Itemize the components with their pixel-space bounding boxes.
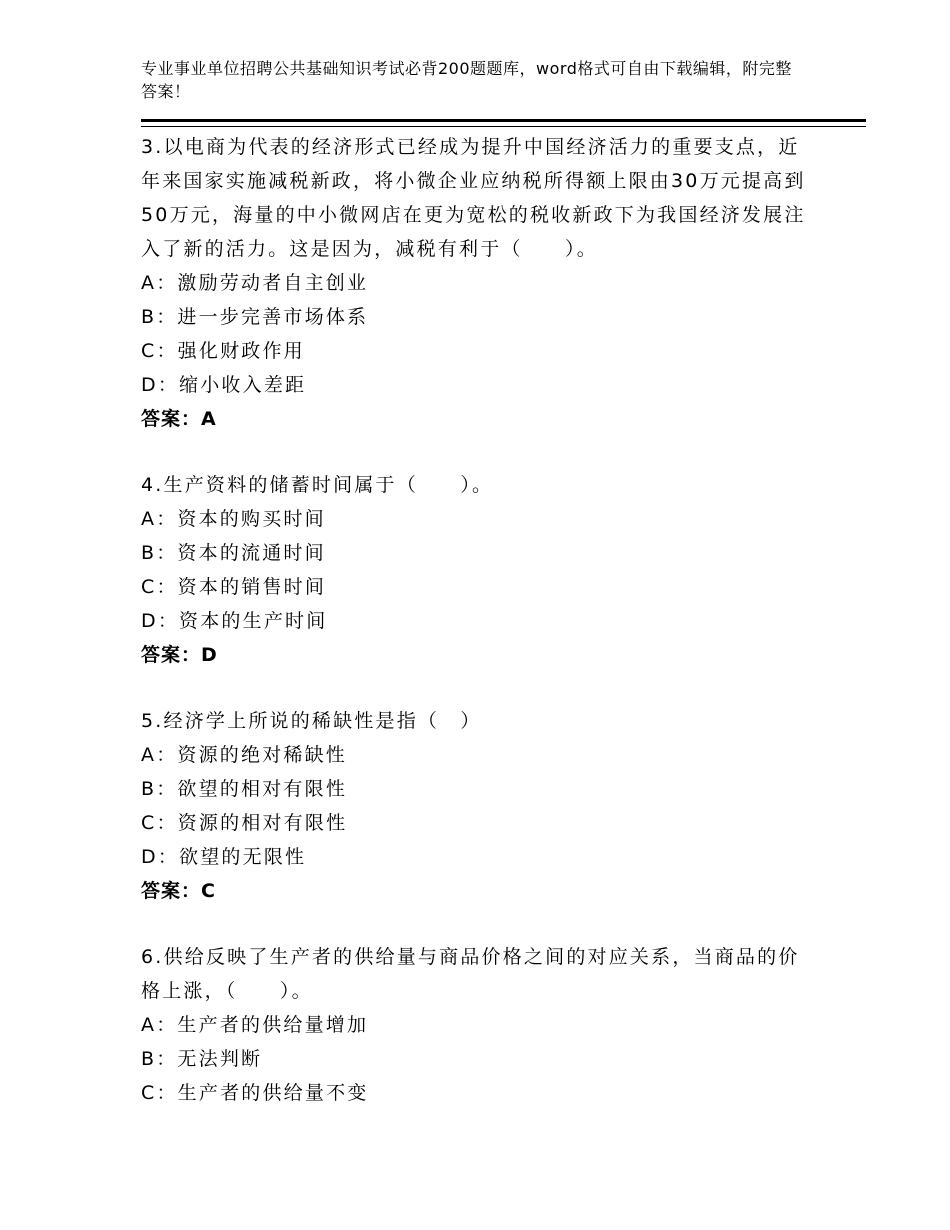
option-a: A：资源的绝对稀缺性 xyxy=(141,744,347,766)
option-b: B：无法判断 xyxy=(141,1048,263,1070)
question-4 xyxy=(141,468,841,672)
answer-label: 答案：D xyxy=(141,644,218,666)
header-text: 专业事业单位招聘公共基础知识考试必背200题题库，word格式可自由下载编辑，附完整答案！ xyxy=(141,59,792,101)
header-divider xyxy=(141,119,866,127)
option-c: C：强化财政作用 xyxy=(141,340,305,362)
answer-label: 答案：C xyxy=(141,880,216,902)
question-stem: 3.以电商为代表的经济形式已经成为提升中国经济活力的重要支点，近年来国家实施减税新政，将小微企业应纳税所得额上限由30万元提高到50万元，海量的中小微网店在更为宽松的税收新政下为我国经济发展注入了新的活力。这是因为，减税有利于（ ）。 xyxy=(141,136,806,260)
option-a: A：资本的购买时间 xyxy=(141,508,326,530)
option-a: A：激励劳动者自主创业 xyxy=(141,272,369,294)
page-header xyxy=(141,57,801,103)
question-stem: 5.经济学上所说的稀缺性是指（ ） xyxy=(141,710,482,732)
answer-label: 答案：A xyxy=(141,408,217,430)
option-d: D：资本的生产时间 xyxy=(141,610,328,632)
option-b: B：资本的流通时间 xyxy=(141,542,326,564)
option-b: B：进一步完善市场体系 xyxy=(141,306,369,328)
question-5 xyxy=(141,704,841,908)
option-c: C：生产者的供给量不变 xyxy=(141,1082,369,1104)
option-b: B：欲望的相对有限性 xyxy=(141,778,348,800)
question-6 xyxy=(141,940,841,1110)
question-stem: 4.生产资料的储蓄时间属于（ ）。 xyxy=(141,474,494,496)
question-list xyxy=(141,130,841,1142)
question-3 xyxy=(141,130,841,436)
option-c: C：资源的相对有限性 xyxy=(141,812,348,834)
option-d: D：欲望的无限性 xyxy=(141,846,307,868)
option-d: D：缩小收入差距 xyxy=(141,374,307,396)
option-a: A：生产者的供给量增加 xyxy=(141,1014,369,1036)
option-c: C：资本的销售时间 xyxy=(141,576,327,598)
question-stem: 6.供给反映了生产者的供给量与商品价格之间的对应关系，当商品的价格上涨，（ ）。 xyxy=(141,946,800,1002)
